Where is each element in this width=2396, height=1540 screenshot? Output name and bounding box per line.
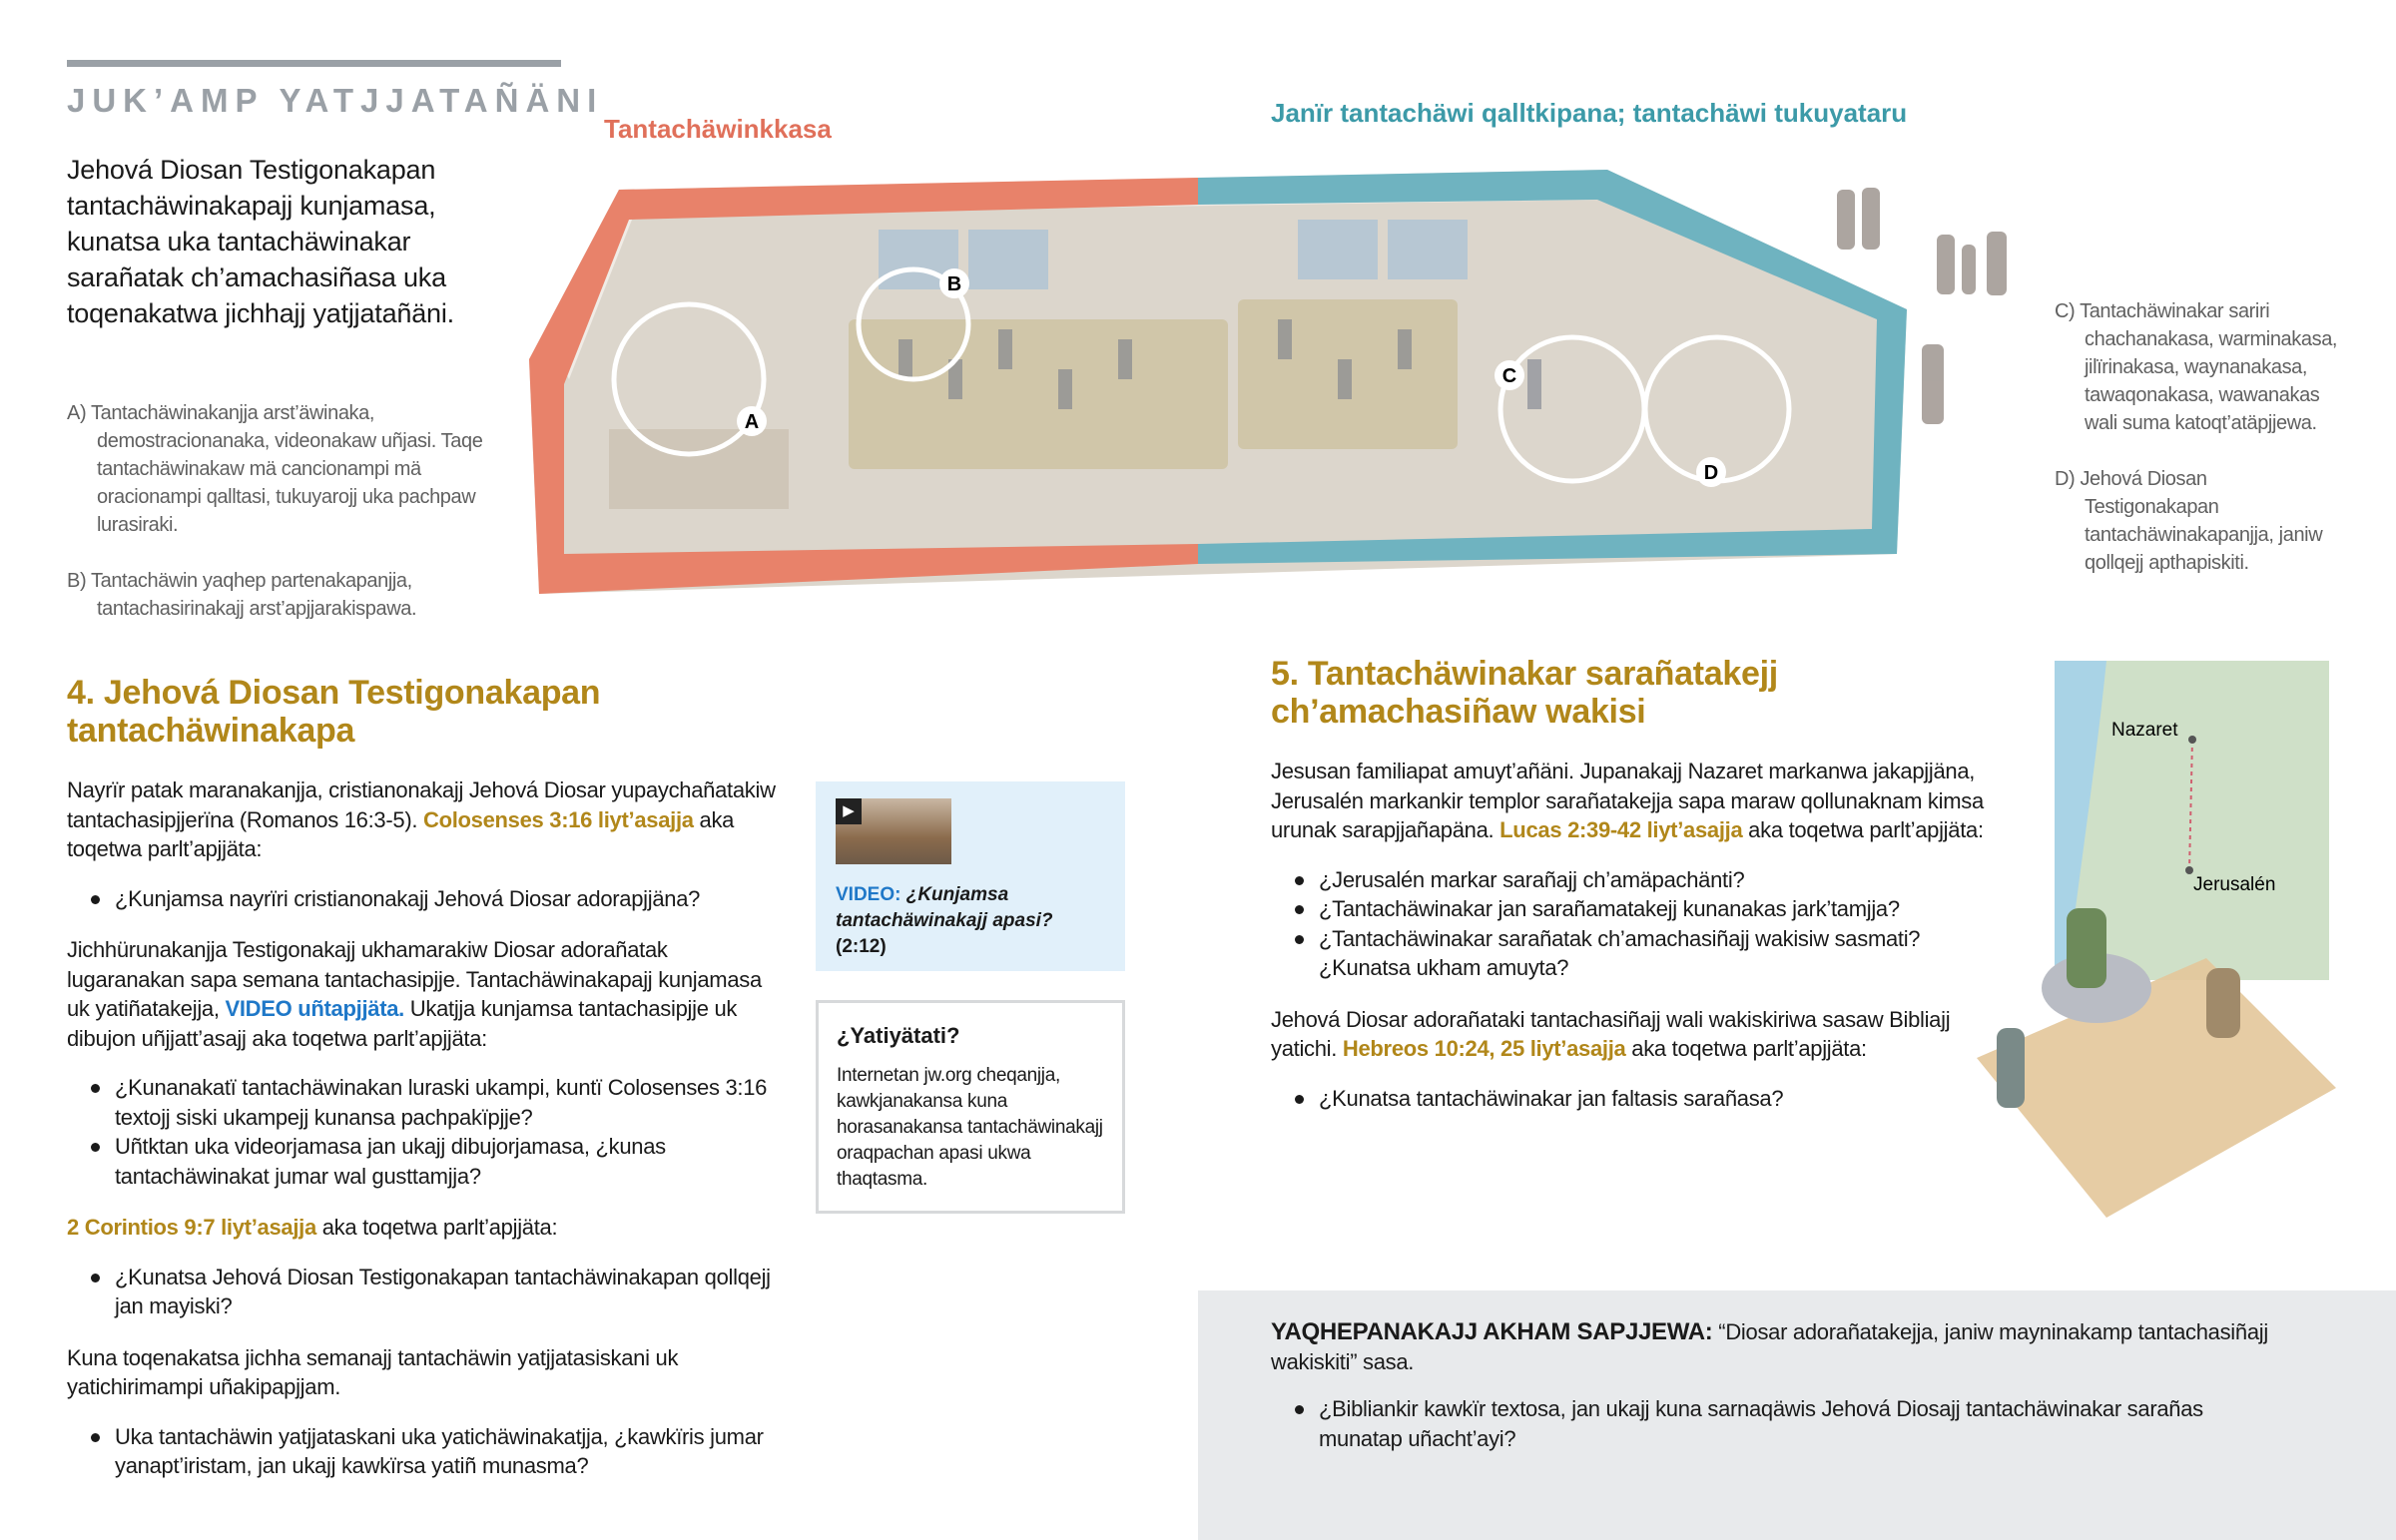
kingdom-hall-illustration	[519, 160, 2057, 609]
s4-p1-tail: aka toqetwa parlt’apjjäta:	[67, 806, 735, 861]
marker-a: A	[744, 411, 760, 433]
label-during-meeting: Tantachäwinkkasa	[604, 114, 832, 144]
did-you-know-text: Internetan jw.org cheqanjja, kawkjanakansa kuna horasanakansa tantachäwinakajj oraqpachan apasi ukwa thaqtasma.	[837, 1065, 1103, 1190]
captions-right	[2055, 297, 2344, 605]
jerusalen-dot	[2185, 866, 2193, 874]
map-illustration	[1957, 659, 2356, 1238]
video-caption[interactable]	[836, 882, 1105, 960]
section-5-title: 5. Tantachäwinakar sarañatakejj ch’amachasiñaw wakisi	[1271, 655, 1778, 731]
traveler-child	[1997, 1028, 2025, 1108]
list-item: ¿Kunatsa Jehová Diosan Testigonakapan tantachäwinakapan qollqejj jan mayiski?	[67, 1263, 786, 1321]
caption-c: C) Tantachäwinakar sariri chachanakasa, warminakasa, jilïrinakasa, waynanakasa, tawaqonakasa, wawanakas wali suma katoqt’atäpjjewa.	[2055, 300, 2338, 434]
list-item: ¿Kunatsa tantachäwinakar jan faltasis sarañasa?	[1271, 1084, 2010, 1114]
caption-b: B) Tantachäwin yaqhep partenakapanjja, tantachasirinakajj arst’apjjarakispawa.	[67, 570, 417, 620]
objection-quote: “Diosar adorañatakejja, janiw mayninakamp tantachasiñajj wakiskiti” sasa.	[1271, 1319, 2268, 1374]
video-label: VIDEO:	[836, 884, 901, 905]
intro-text: Jehová Diosan Testigonakapan tantachäwinakapajj kunjamasa, kunatsa uka tantachäwinakar sarañatak ch’amachasiñasa uka toqenakatwa jichhajj yatjjatañäni.	[67, 155, 454, 328]
ref-corintios[interactable]: 2 Corintios 9:7 liyt’asajja	[67, 1215, 316, 1240]
objection-label: YAQHEPANAKAJJ AKHAM SAPJJEWA:	[1271, 1318, 1713, 1345]
marker-d: D	[1703, 462, 1719, 484]
top-rule	[67, 60, 561, 67]
traveler-mother	[2206, 968, 2240, 1038]
section-4	[67, 674, 626, 750]
captions-left	[67, 399, 516, 651]
list-item: ¿Tantachäwinakar sarañatak ch’amachasiñajj wakisiw sasmati? ¿Kunatsa ukham amuyta?	[1271, 924, 2010, 983]
s4-p2: Jichhürunakanjja Testigonakajj ukhamarakiw Diosar adorañatak lugaranakan sapa semana tantachasipjje. Tantachäwinakapajj kunjamasa uk yatiñatakejja,	[67, 937, 762, 1021]
s5-p2-tail: aka toqetwa parlt’apjjäta:	[1625, 1036, 1867, 1061]
city-jerusalen: Jerusalén	[2193, 874, 2276, 895]
marker-c: C	[1501, 365, 1517, 387]
video-thumbnail[interactable]	[836, 798, 951, 864]
caption-a: A) Tantachäwinakanjja arst’äwinaka, demostracionanaka, videonakaw uñjasi. Taqe tantachäwinakaw mä cancionampi mä oracionampi qalltasi, tukuyarojj uka pachpaw lurasiraki.	[67, 402, 483, 536]
city-nazaret: Nazaret	[2111, 720, 2178, 741]
list-item: Uñtktan uka videorjamasa jan ukajj dibujorjamasa, ¿kunas tantachäwinakat jumar wal gusttamjja?	[67, 1132, 786, 1191]
play-icon[interactable]: ▶	[836, 798, 862, 824]
section-kicker: JUK’AMP YATJJATAÑÄNI	[67, 82, 604, 119]
did-you-know-box	[816, 1000, 1125, 1214]
traveler-father	[2067, 908, 2106, 988]
ref-colosenses[interactable]: Colosenses 3:16 liyt’asajja	[422, 806, 694, 832]
video-duration: (2:12)	[836, 936, 887, 957]
s4-p1: Nayrïr patak maranakanjja, cristianonakajj Jehová Diosar yupaychañatakiw tantachasipjjerïna (Romanos 16:3-5).	[67, 777, 776, 832]
list-item: ¿Jerusalén markar sarañajj ch’amäpachänti?	[1271, 865, 2010, 895]
section-5-body	[1271, 757, 2010, 1135]
objection-box	[1198, 1290, 2396, 1540]
travel-scene-mat	[1977, 958, 2336, 1218]
list-item: ¿Tantachäwinakar jan sarañamatakejj kunanakas jark’tamjja?	[1271, 894, 2010, 924]
video-title: ¿Kunjamsa tantachäwinakajj apasi?	[836, 884, 1053, 931]
video-link[interactable]: VIDEO uñtapjjäta.	[225, 996, 404, 1021]
section-5	[1271, 655, 1830, 731]
s4-p3-tail: aka toqetwa parlt’apjjäta:	[315, 1215, 558, 1240]
s4-p4: Kuna toqenakatsa jichha semanajj tantachäwin yatjjatasiskani uk yatichirimampi uñakipapjjam.	[67, 1344, 679, 1399]
video-box[interactable]	[816, 781, 1125, 971]
did-you-know-title: ¿Yatiyätati?	[837, 1023, 960, 1048]
section-4-title: 4. Jehová Diosan Testigonakapan tantachäwinakapa	[67, 674, 601, 750]
s4-p2-tail: Ukatjja kunjamsa tantachasipjje uk dibujon uñjjatt’asajj aka toqetwa parlt’apjjäta:	[67, 996, 738, 1051]
caption-d: D) Jehová Diosan Testigonakapan tantachäwinakapanjja, janiw qollqejj apthapiskiti.	[2055, 468, 2323, 574]
list-item: ¿Kunanakatï tantachäwinakan luraski ukampi, kuntï Colosenses 3:16 textojj siski ukampejj kunansa pachpakïpjje?	[67, 1073, 786, 1132]
label-before-after: Janïr tantachäwi qalltkipana; tantachäwi tukuyataru	[1271, 98, 1908, 128]
s5-p1: Jesusan familiapat amuyt’añäni. Jupanakajj Nazaret markanwa jakapjjäna, Jerusalén markankir templor sarañatakejja sapa maraw qollunaknam kimsa urunak sarapjjañapäna.	[1271, 759, 1984, 842]
s5-p2: Jehová Diosar adorañataki tantachasiñajj wali wakiskiriwa sasaw Bibliajj yatichi.	[1271, 1006, 1951, 1061]
ref-hebreos[interactable]: Hebreos 10:24, 25 liyt’asajja	[1342, 1036, 1626, 1061]
section-4-body	[67, 775, 786, 1503]
marker-b: B	[946, 273, 962, 295]
ref-lucas[interactable]: Lucas 2:39-42 liyt’asajja	[1499, 817, 1743, 842]
list-item: Uka tantachäwin yatjjataskani uka yatichäwinakatjja, ¿kawkïris jumar yanapt’iristam, jan ukajj kawkïrsa yatiñ munasma?	[67, 1422, 786, 1481]
s5-p1-tail: aka toqetwa parlt’apjjäta:	[1742, 817, 1984, 842]
nazaret-dot	[2188, 736, 2196, 744]
list-item: ¿Bibliankir kawkïr textosa, jan ukajj kuna sarnaqäwis Jehová Diosajj tantachäwinakar sarañas munatap uñacht’ayi?	[1271, 1394, 2269, 1453]
list-item: ¿Kunjamsa nayrïri cristianonakajj Jehová Diosar adorapjjäna?	[67, 884, 786, 914]
